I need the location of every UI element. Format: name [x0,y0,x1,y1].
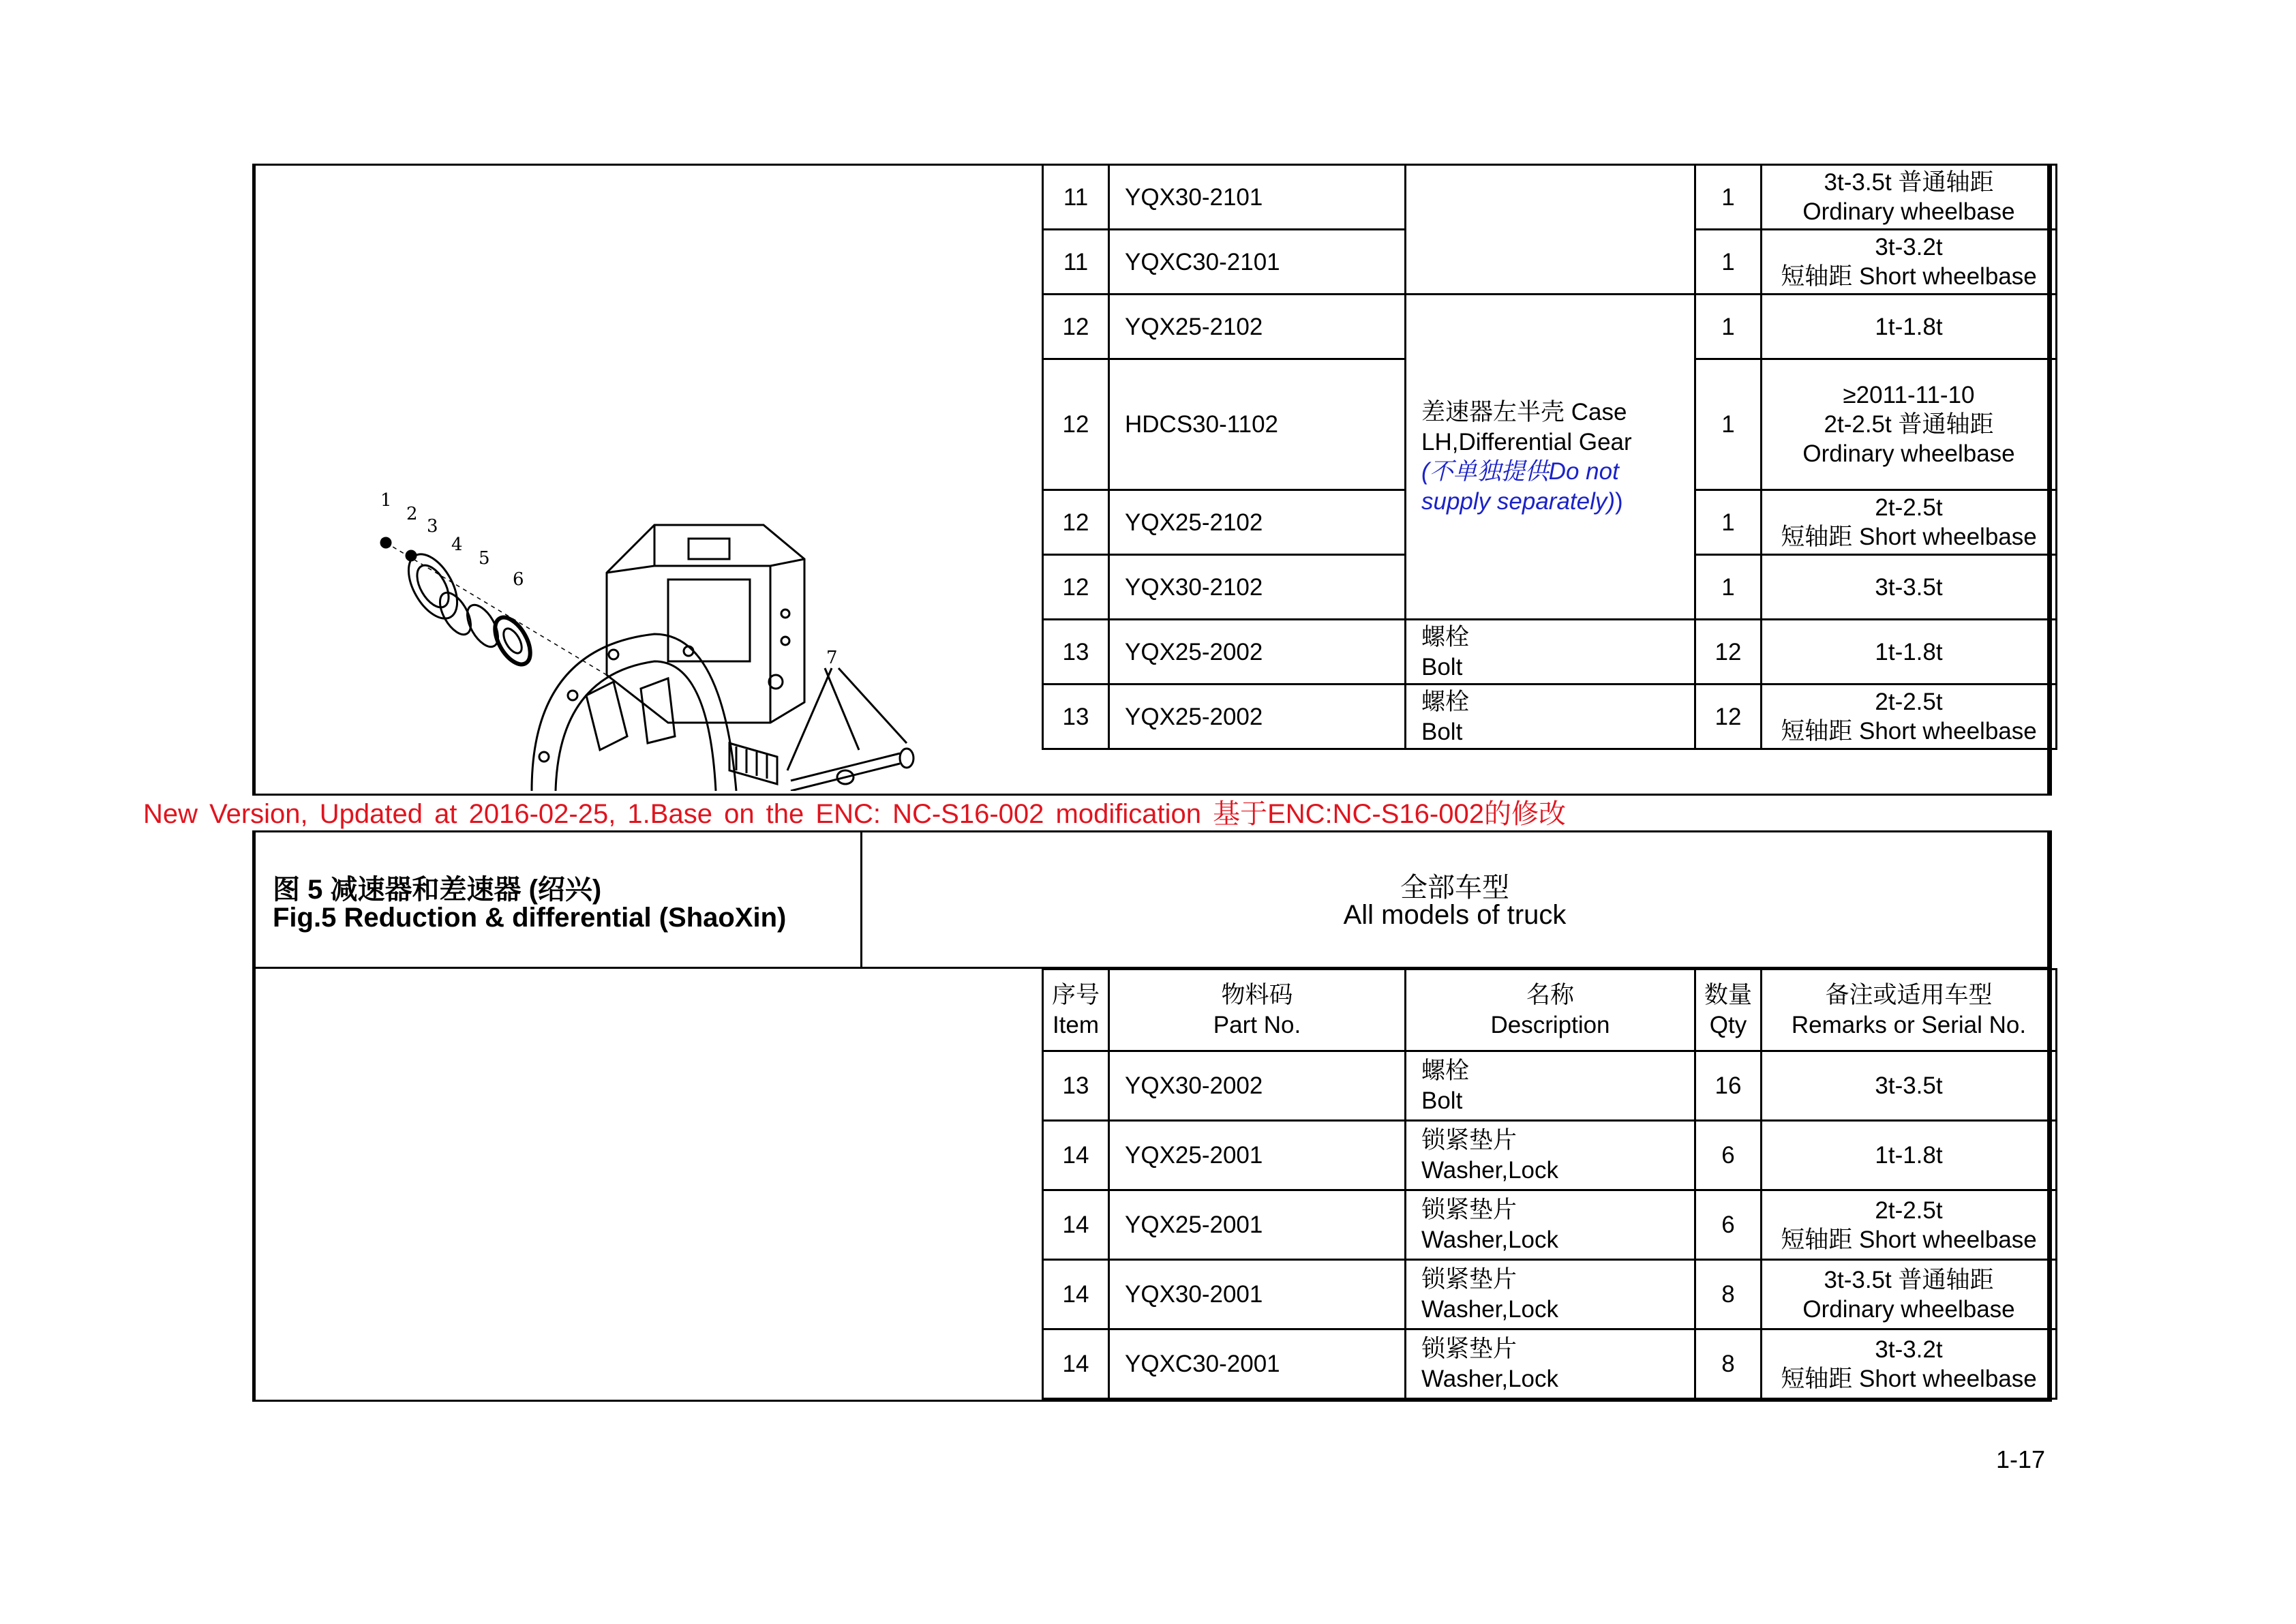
table-row [1043,1121,2057,1190]
qty-cell: 1 [1695,165,1762,230]
bottom-table-body [1043,969,2057,1399]
desc-cell [1406,685,1695,749]
desc-cn: 螺栓 [1421,688,1470,716]
remark-line: 短轴距 Short wheelbase [1781,1226,2037,1253]
remark-line: 3t-3.5t 普通轴距 [1824,169,1994,196]
callout-6: 6 [513,569,524,590]
item-cell: 11 [1043,230,1109,295]
remarks-cell [1762,490,2057,555]
header-desc: 名称 Description [1406,969,1695,1051]
desc-en: Bolt [1421,653,1463,680]
part-number-cell: YQX30-2102 [1109,555,1406,620]
table-row [1043,1190,2057,1260]
figure-title-en: Fig.5 Reduction & differential (ShaoXin) [273,903,787,933]
remarks-cell [1762,1260,2057,1329]
item-cell: 12 [1043,555,1109,620]
remark-line: Ordinary wheelbase [1802,1295,2015,1323]
callout-1: 1 [380,490,392,511]
revision-note: New Version, Updated at 2016-02-25, 1.Base on the ENC: NC-S16-002 modification 基于ENC:NC-S16-002的修改 [143,799,1566,829]
desc-cell [1406,1121,1695,1190]
remarks-cell [1762,165,2057,230]
supply-note [1421,458,1619,515]
desc-en: Bolt [1421,718,1463,745]
part-number-cell: YQX25-2002 [1109,685,1406,749]
qty-cell: 1 [1695,295,1762,359]
callout-7: 7 [826,648,838,668]
part-number-cell: YQX30-2101 [1109,165,1406,230]
callout-4: 4 [451,535,463,555]
applicable-models-box [862,830,2047,968]
part-number-cell: YQX25-2102 [1109,295,1406,359]
header-row [1043,969,2057,1051]
item-cell: 13 [1043,1051,1109,1121]
remarks-cell [1762,230,2057,295]
qty-cell: 16 [1695,1051,1762,1121]
table-row [1043,165,2057,230]
figure-title-box [252,830,862,968]
table-row [1043,620,2057,685]
remark-line: 2t-2.5t [1875,1197,1943,1224]
remark-line: 2t-2.5t [1875,689,1943,715]
note-paren: ) [1615,488,1623,515]
qty-cell: 1 [1695,359,1762,490]
remark-line: 2t-2.5t 普通轴距 [1824,411,1994,438]
desc-en: Washer,Lock [1421,1227,1559,1253]
remark-line: 短轴距 Short wheelbase [1781,524,2037,550]
remarks-cell [1762,620,2057,685]
desc-cn: 锁紧垫片 [1421,1266,1517,1293]
drawing-svg [368,470,1023,791]
part-number-cell: YQX25-2002 [1109,620,1406,685]
item-cell: 12 [1043,359,1109,490]
remarks-cell [1762,555,2057,620]
item-cell: 13 [1043,620,1109,685]
table-row [1043,685,2057,749]
item-cell: 14 [1043,1190,1109,1260]
note-cn: 不单独提供 [1429,458,1549,485]
qty-cell: 6 [1695,1121,1762,1190]
qty-cell: 8 [1695,1260,1762,1329]
item-cell: 13 [1043,685,1109,749]
remark-line: 短轴距 Short wheelbase [1781,718,2037,745]
remark-line: ≥2011-11-10 [1843,382,1975,408]
exploded-parts-drawing [368,470,1023,791]
qty-cell: 1 [1695,230,1762,295]
remarks-cell [1762,1190,2057,1260]
remark-line: 3t-3.5t 普通轴距 [1824,1266,1994,1293]
remark-line: 短轴距 Short wheelbase [1781,1365,2037,1392]
remark-line: 1t-1.8t [1875,313,1943,340]
callout-3: 3 [427,516,438,537]
qty-cell: 12 [1695,620,1762,685]
desc-en: LH,Differential Gear [1421,429,1632,455]
top-table-body [1043,165,2057,749]
desc-cell [1406,1260,1695,1329]
note-paren: ( [1421,458,1430,485]
note-en: Do not supply separately) [1421,458,1619,515]
remark-line: 3t-3.5t [1875,573,1943,601]
part-number-cell: YQXC30-2101 [1109,230,1406,295]
qty-cell: 1 [1695,490,1762,555]
desc-en: Washer,Lock [1421,1366,1559,1392]
part-number-cell: YQX30-2002 [1109,1051,1406,1121]
desc-cell [1406,1329,1695,1399]
callout-2: 2 [406,504,418,524]
remarks-cell [1762,1051,2057,1121]
remarks-cell [1762,295,2057,359]
part-number-cell: YQX25-2001 [1109,1121,1406,1190]
part-number-cell: YQX25-2001 [1109,1190,1406,1260]
item-cell: 12 [1043,295,1109,359]
remark-line: 3t-3.5t [1875,1072,1943,1099]
header-item: 序号 Item [1043,969,1109,1051]
desc-cell [1406,1190,1695,1260]
desc-cell-merged [1406,295,1695,620]
bottom-parts-table [1042,968,2057,1400]
desc-cell [1406,1051,1695,1121]
desc-en: Case [1571,399,1627,425]
qty-cell: 12 [1695,685,1762,749]
remark-line: Ordinary wheelbase [1802,198,2015,225]
remarks-cell [1762,1329,2057,1399]
desc-cn: 锁紧垫片 [1421,1197,1517,1224]
desc-cell-blank [1406,165,1695,295]
figure-title-cn: 图 5 减速器和差速器 (绍兴) [273,875,602,905]
callout-5: 5 [479,548,490,569]
models-cn: 全部车型 [1400,872,1509,903]
desc-en: Washer,Lock [1421,1157,1559,1184]
table-row [1043,1260,2057,1329]
part-number-cell: HDCS30-1102 [1109,359,1406,490]
qty-cell: 1 [1695,555,1762,620]
desc-cn: 差速器左半壳 [1421,399,1565,426]
part-number-cell: YQXC30-2001 [1109,1329,1406,1399]
models-en: All models of truck [1343,900,1567,930]
desc-cn: 锁紧垫片 [1421,1336,1517,1363]
header-qty: 数量 Qty [1695,969,1762,1051]
remark-line: 短轴距 Short wheelbase [1781,263,2037,290]
item-cell: 12 [1043,490,1109,555]
remark-line: 1t-1.8t [1875,638,1943,665]
remarks-cell [1762,1121,2057,1190]
item-cell: 14 [1043,1329,1109,1399]
desc-cell [1406,620,1695,685]
item-cell: 11 [1043,165,1109,230]
part-number-cell: YQX25-2102 [1109,490,1406,555]
remarks-cell [1762,359,2057,490]
desc-cn: 螺栓 [1421,1057,1470,1085]
remarks-cell [1762,685,2057,749]
desc-cn: 锁紧垫片 [1421,1127,1517,1154]
remark-line: 3t-3.2t [1875,1336,1943,1363]
remark-line: Ordinary wheelbase [1802,440,2015,467]
desc-en: Bolt [1421,1087,1463,1114]
qty-cell: 6 [1695,1190,1762,1260]
item-cell: 14 [1043,1260,1109,1329]
page-number: 1-17 [1996,1445,2046,1473]
remark-line: 1t-1.8t [1875,1142,1943,1169]
remark-line: 2t-2.5t [1875,494,1943,521]
desc-cn: 螺栓 [1421,623,1470,651]
qty-cell: 8 [1695,1329,1762,1399]
top-parts-table [1042,164,2057,750]
desc-en: Washer,Lock [1421,1296,1559,1323]
table-row [1043,295,2057,359]
item-cell: 14 [1043,1121,1109,1190]
remark-line: 3t-3.2t [1875,234,1943,260]
part-number-cell: YQX30-2001 [1109,1260,1406,1329]
header-part: 物料码 Part No. [1109,969,1406,1051]
table-row [1043,1051,2057,1121]
table-row [1043,1329,2057,1399]
header-remarks: 备注或适用车型 Remarks or Serial No. [1762,969,2057,1051]
